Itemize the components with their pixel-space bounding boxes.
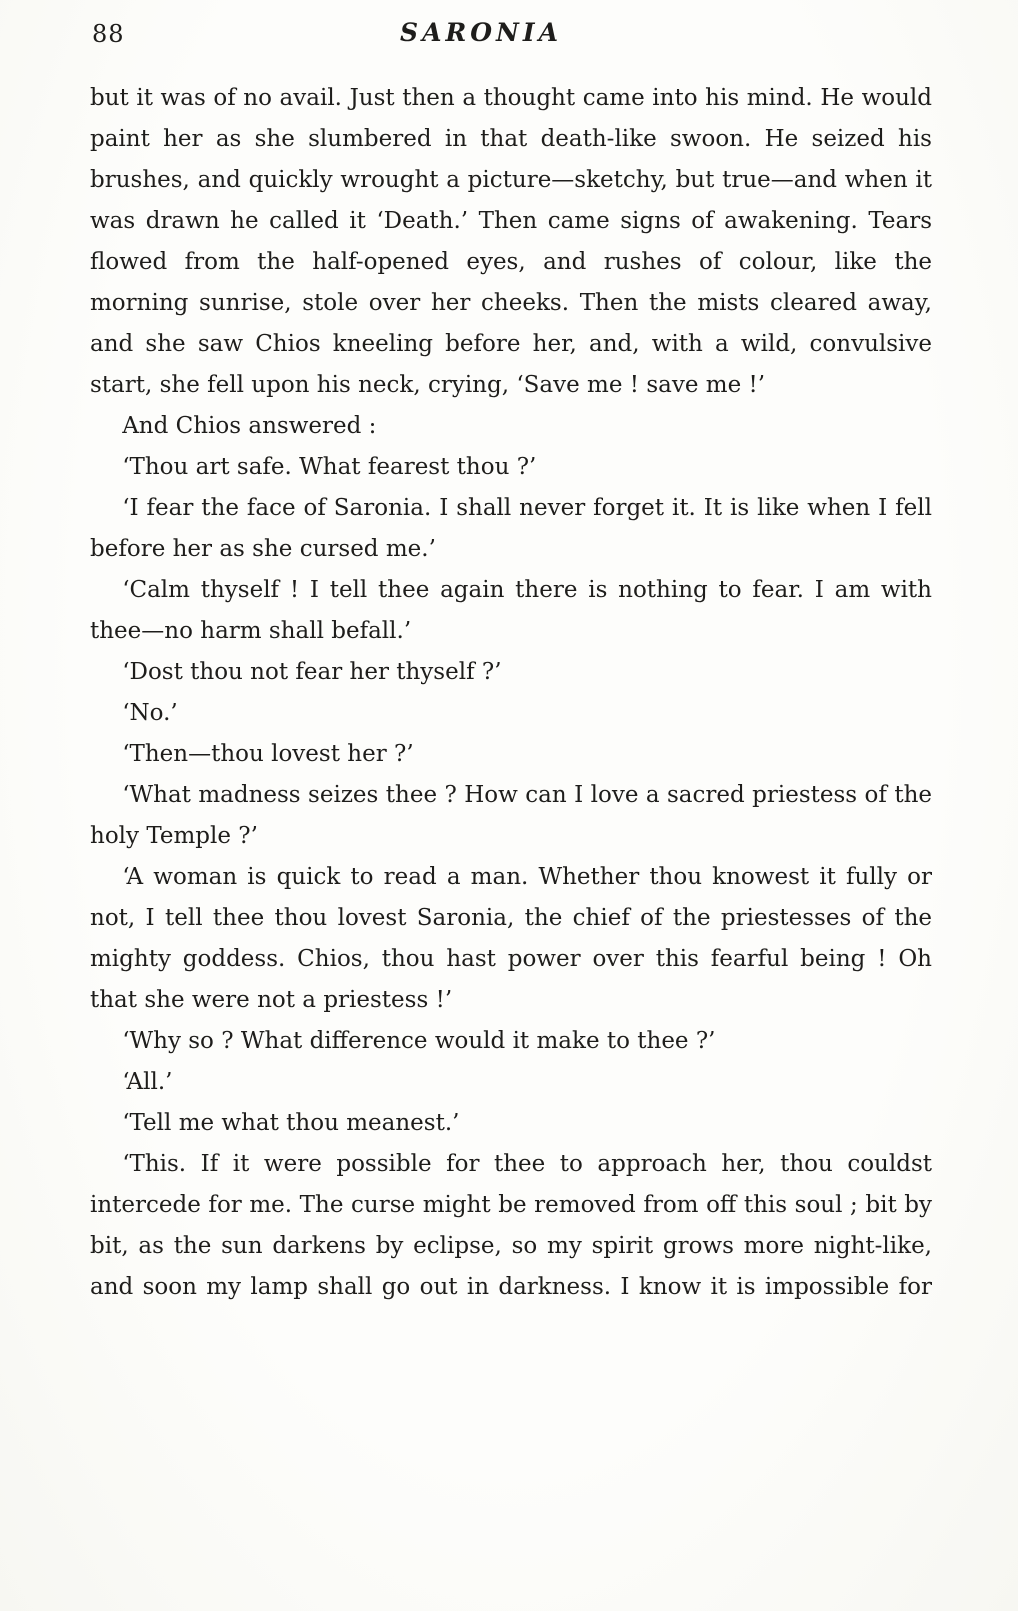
paragraph: ‘No.’ — [122, 700, 178, 726]
paragraph: And Chios answered : — [122, 413, 377, 439]
paragraph: ‘What madness seizes thee ? How can I love a sacred priestess of the holy Temple ?’ — [90, 782, 932, 849]
paragraph: ‘Dost thou not fear her thyself ?’ — [122, 659, 502, 685]
paragraph: but it was of no avail. Just then a thought came into his mind. He would paint her as she slumbered in that death-like swoon. He seized his brushes, and quickly wrought a picture—sketchy, but true—and when it was drawn he called it ‘Death.’ Then came signs of awakening. Tears flowed from the half-opened eyes, and rushes of colour, like the morning sunrise, stole over her cheeks. Then the mists cleared away, and she saw Chios kneeling before her, and, with a wild, convulsive start, she fell upon his neck, crying, ‘Save me ! save me !’ — [90, 85, 932, 398]
page-number: 88 — [92, 20, 125, 48]
page-body — [90, 78, 932, 1308]
paragraph: ‘A woman is quick to read a man. Whether thou knowest it fully or not, I tell thee thou lovest Saronia, the chief of the priestesses of the mighty goddess. Chios, thou hast power over this fearful being ! Oh that she were not a priestess !’ — [90, 864, 932, 1013]
running-title: SARONIA — [400, 18, 562, 47]
paragraph: ‘This. If it were possible for thee to approach her, thou couldst intercede for me. The curse might be removed from off this soul ; bit by bit, as the sun darkens by eclipse, so my spirit grows more night-like, and soon my lamp shall go out in darkness. I know it is impossible for — [90, 1151, 932, 1300]
paragraph: ‘I fear the face of Saronia. I shall never forget it. It is like when I fell before her as she cursed me.’ — [90, 495, 932, 562]
paragraph: ‘Thou art safe. What fearest thou ?’ — [122, 454, 537, 480]
paragraph: ‘Why so ? What difference would it make to thee ?’ — [122, 1028, 716, 1054]
paragraph: ‘Tell me what thou meanest.’ — [122, 1110, 460, 1136]
paragraph: ‘Then—thou lovest her ?’ — [122, 741, 414, 767]
paragraph: ‘Calm thyself ! I tell thee again there is nothing to fear. I am with thee—no harm shall befall.’ — [90, 577, 932, 644]
page-header — [90, 18, 932, 64]
paragraph: ‘All.’ — [122, 1069, 173, 1095]
